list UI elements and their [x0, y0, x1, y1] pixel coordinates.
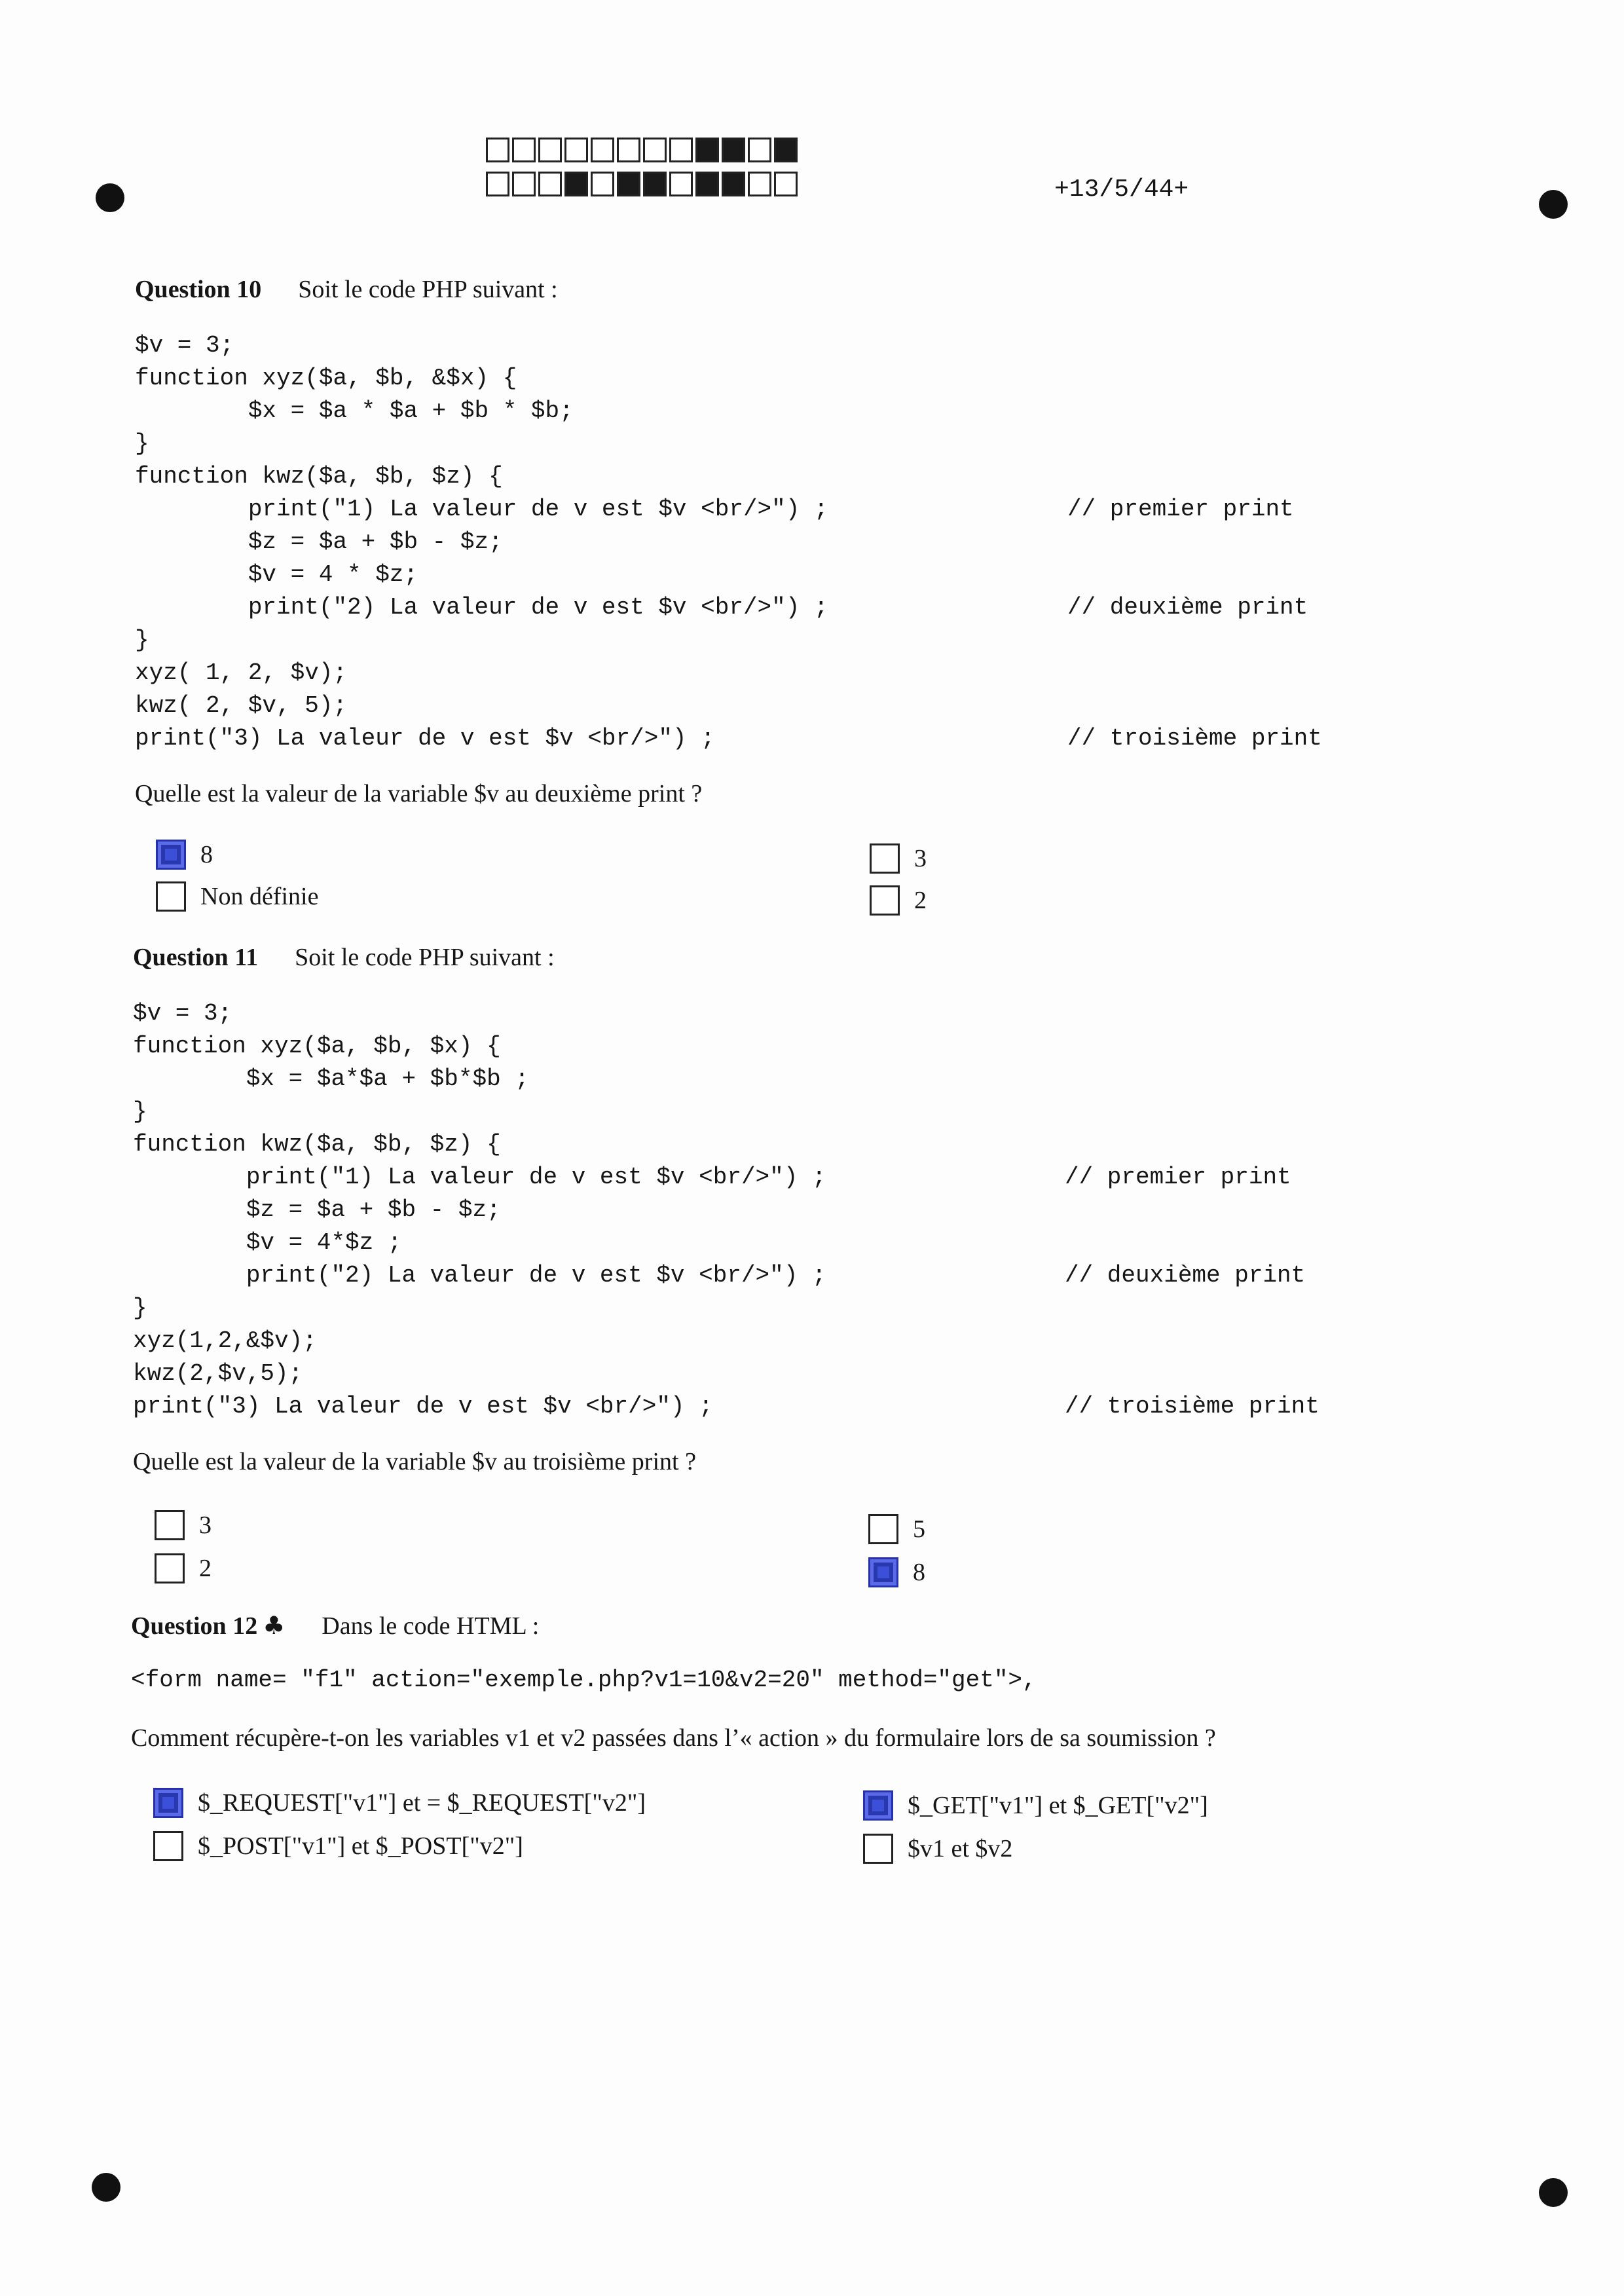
barcode-row-2: [486, 172, 800, 196]
page-number: +13/5/44+: [1054, 176, 1189, 204]
question-11-comment-1: // premier print: [1065, 1164, 1291, 1191]
registration-dot-top-left: [96, 183, 124, 212]
q10-option-non-definie[interactable]: [156, 881, 318, 912]
option-label: Non définie: [200, 883, 319, 910]
barcode-cell: [669, 172, 693, 196]
q12-option-post[interactable]: [153, 1831, 523, 1861]
checkbox[interactable]: [863, 1790, 893, 1821]
barcode-cell: [538, 138, 562, 162]
checkbox[interactable]: [153, 1831, 183, 1861]
barcode-cell: [748, 172, 771, 196]
barcode-cell: [774, 138, 798, 162]
barcode-cell: [774, 172, 798, 196]
question-10-comment-1: // premier print: [1067, 496, 1294, 523]
option-label: $_GET["v1"] et $_GET["v2"]: [908, 1792, 1208, 1819]
club-icon: ♣: [263, 1611, 286, 1640]
question-12-intro: Dans le code HTML :: [322, 1612, 540, 1640]
barcode-cell: [512, 172, 536, 196]
barcode-cell: [748, 138, 771, 162]
barcode-cell: [486, 172, 509, 196]
q10-option-2[interactable]: [870, 885, 927, 916]
q12-option-get[interactable]: [863, 1790, 1208, 1821]
question-10-label: Question 10: [135, 276, 262, 303]
barcode-cell: [617, 172, 640, 196]
barcode-cell: [695, 172, 719, 196]
option-label: 8: [200, 841, 213, 868]
barcode-cell: [512, 138, 536, 162]
checkbox[interactable]: [863, 1834, 893, 1864]
registration-dot-bottom-right: [1539, 2178, 1568, 2207]
question-10-code: $v = 3; function xyz($a, $b, &$x) { $x = $a * $a + $b * $b; } function kwz($a, $b, $z) { print("1) La valeur de v est $v <br/>") ; $z = $a + $b - $z; $v = 4 * $z; print("2) La valeur de v est $v <br/>") ; } xyz( 1, 2, $v); kwz( 2, $v, 5); print("3) La valeur de v est $v <br/>") ;: [135, 332, 828, 752]
question-11-code: $v = 3; function xyz($a, $b, $x) { $x = $a*$a + $b*$b ; } function kwz($a, $b, $z) { print("1) La valeur de v est $v <br/>") ; $z = $a + $b - $z; $v = 4*$z ; print("2) La valeur de v est $v <br/>") ; } xyz(1,2,&$v); kwz(2,$v,5); print("3) La valeur de v est $v <br/>") ;: [133, 1000, 826, 1420]
option-label: 3: [914, 845, 927, 872]
question-12-label: Question 12 ♣: [131, 1611, 286, 1640]
barcode-cell: [591, 172, 614, 196]
barcode-cell: [617, 138, 640, 162]
checkbox[interactable]: [155, 1553, 185, 1583]
question-11-intro: Soit le code PHP suivant :: [295, 944, 555, 971]
option-label: 2: [199, 1555, 212, 1582]
question-12-html-code: <form name= "f1" action="exemple.php?v1=10&v2=20" method="get">,: [131, 1667, 1037, 1694]
question-11-comment-2: // deuxième print: [1065, 1262, 1306, 1289]
checkbox[interactable]: [155, 1510, 185, 1540]
barcode-cell: [722, 138, 745, 162]
question-10-intro: Soit le code PHP suivant :: [298, 276, 558, 303]
q12-option-request[interactable]: [153, 1788, 646, 1818]
question-11-prompt: Quelle est la valeur de la variable $v au troisième print ?: [133, 1448, 696, 1475]
barcode-cell: [486, 138, 509, 162]
q11-option-2[interactable]: [155, 1553, 212, 1583]
option-label: $_REQUEST["v1"] et = $_REQUEST["v2"]: [198, 1789, 646, 1817]
question-12-header: [131, 1611, 539, 1640]
option-label: 8: [913, 1559, 925, 1586]
barcode-cell: [538, 172, 562, 196]
barcode-cell: [669, 138, 693, 162]
question-10-comment-3: // troisième print: [1067, 725, 1322, 752]
barcode-cell: [722, 172, 745, 196]
q11-option-3[interactable]: [155, 1510, 212, 1540]
question-12-prompt: Comment récupère-t-on les variables v1 et v2 passées dans l’« action » du formulaire lors de sa soumission ?: [131, 1724, 1216, 1752]
barcode-cell: [591, 138, 614, 162]
option-label: 2: [914, 887, 927, 914]
question-11-label: Question 11: [133, 944, 259, 971]
q10-option-8[interactable]: [156, 840, 213, 870]
question-11-header: [133, 943, 555, 972]
barcode-cell: [643, 138, 667, 162]
checkbox[interactable]: [870, 885, 900, 916]
barcode-cell: [695, 138, 719, 162]
barcode-cell: [643, 172, 667, 196]
q10-option-3[interactable]: [870, 843, 927, 874]
registration-dot-top-right: [1539, 190, 1568, 219]
option-label: 3: [199, 1511, 212, 1539]
barcode-cell: [564, 172, 588, 196]
q12-option-variables[interactable]: [863, 1834, 1012, 1864]
question-10-header: [135, 275, 558, 304]
q11-option-5[interactable]: [868, 1514, 925, 1544]
checkbox[interactable]: [868, 1514, 898, 1544]
question-10-prompt: Quelle est la valeur de la variable $v au deuxième print ?: [135, 780, 703, 807]
question-11-comment-3: // troisième print: [1065, 1393, 1320, 1420]
option-label: $_POST["v1"] et $_POST["v2"]: [198, 1832, 523, 1860]
barcode-row-1: [486, 138, 800, 162]
option-label: 5: [913, 1515, 925, 1543]
checkbox[interactable]: [868, 1557, 898, 1587]
checkbox[interactable]: [156, 881, 186, 912]
question-10-comment-2: // deuxième print: [1067, 594, 1308, 621]
registration-dot-bottom-left: [92, 2173, 120, 2202]
q11-option-8[interactable]: [868, 1557, 925, 1587]
checkbox[interactable]: [870, 843, 900, 874]
checkbox[interactable]: [156, 840, 186, 870]
barcode-cell: [564, 138, 588, 162]
checkbox[interactable]: [153, 1788, 183, 1818]
option-label: $v1 et $v2: [908, 1835, 1013, 1862]
